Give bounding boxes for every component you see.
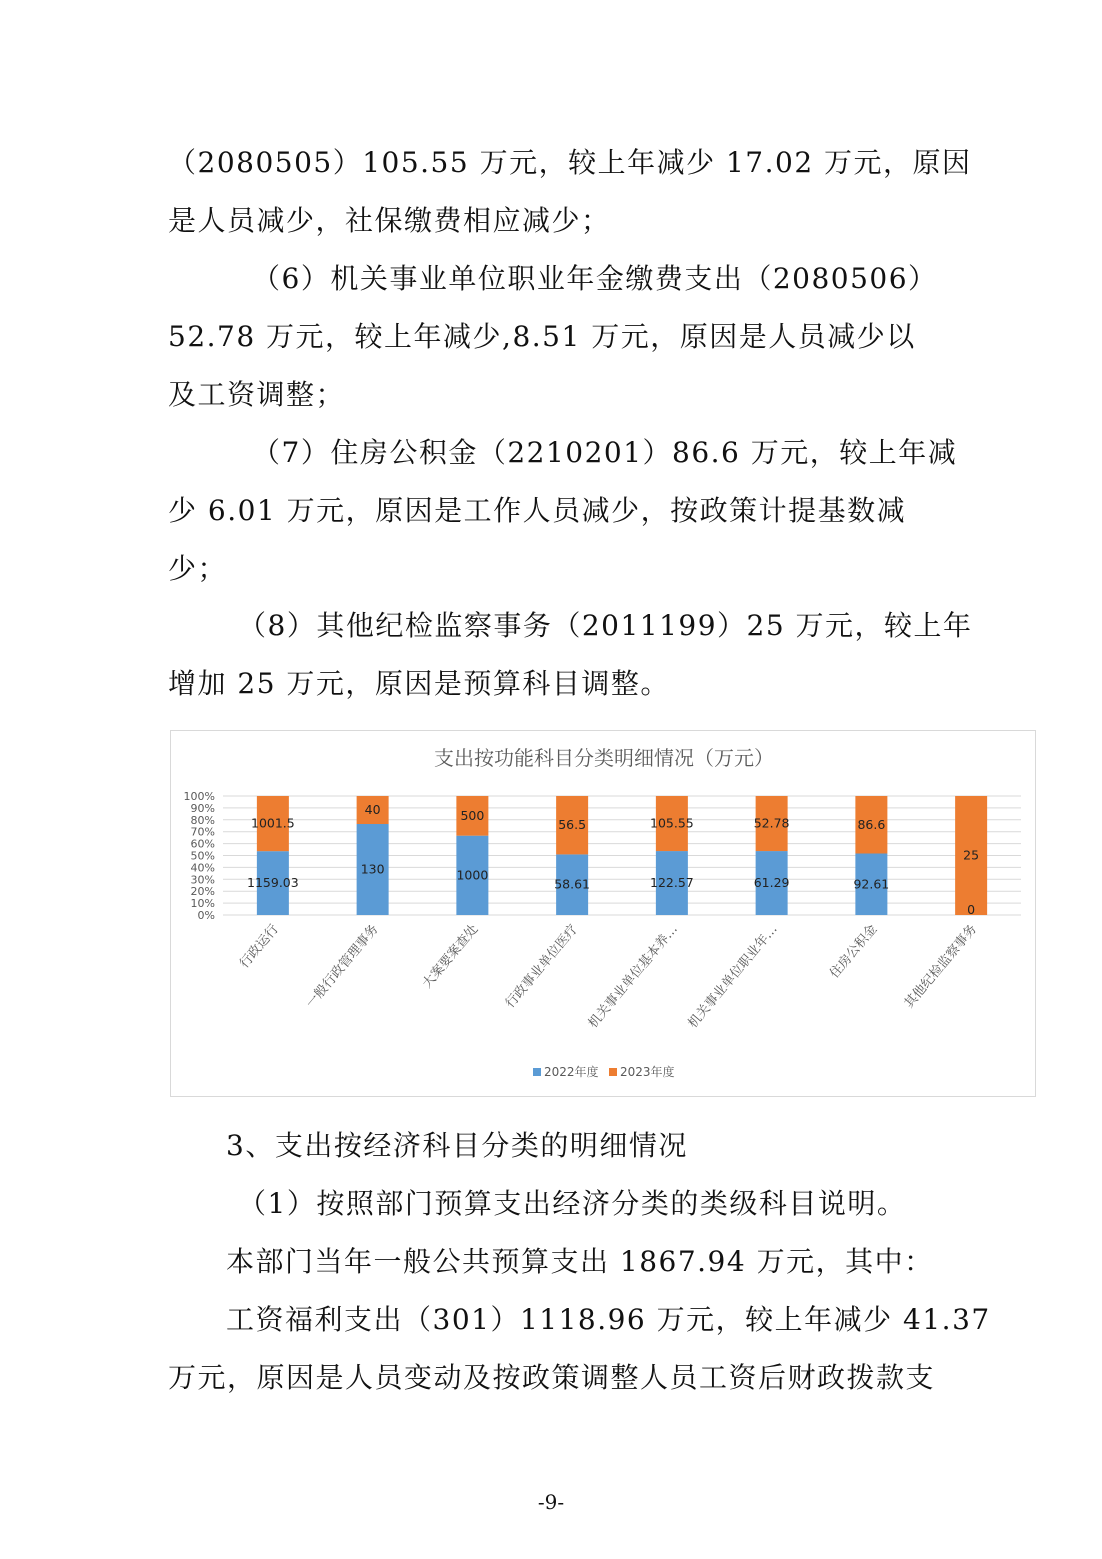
data-label-2023: 40 bbox=[364, 802, 381, 817]
y-tick-label: 90% bbox=[190, 801, 215, 815]
y-tick-label: 0% bbox=[197, 909, 215, 922]
paragraph-line: 万元，原因是人员变动及按政策调整人员工资后财政拨款支 bbox=[168, 1361, 936, 1394]
data-label-2023: 25 bbox=[963, 847, 980, 863]
y-tick-label: 60% bbox=[190, 837, 215, 851]
paragraph-line: 3、支出按经济科目分类的明细情况 bbox=[226, 1129, 688, 1162]
expense-chart bbox=[170, 730, 1036, 1097]
y-tick-label: 40% bbox=[190, 861, 215, 875]
legend-swatch bbox=[609, 1068, 617, 1076]
y-tick-label: 10% bbox=[190, 897, 215, 911]
data-label-2023: 86.6 bbox=[857, 816, 886, 832]
chart-title: 支出按功能科目分类明细情况（万元） bbox=[434, 746, 774, 770]
legend-label: 2022年度 bbox=[544, 1065, 599, 1079]
data-label-2022: 92.61 bbox=[853, 876, 890, 892]
stacked-bar-chart bbox=[171, 731, 1037, 1098]
category-label: 机关事业单位职业年… bbox=[685, 921, 781, 1032]
paragraph-line: （6）机关事业单位职业年金缴费支出（2080506） bbox=[252, 262, 938, 295]
data-label-2023: 56.5 bbox=[558, 817, 587, 833]
y-tick-label: 30% bbox=[190, 873, 215, 887]
y-tick-label: 20% bbox=[190, 885, 215, 899]
paragraph-line: （7）住房公积金（2210201）86.6 万元，较上年减 bbox=[252, 436, 958, 469]
paragraph-line: 工资福利支出（301）1118.96 万元，较上年减少 41.37 bbox=[226, 1303, 991, 1336]
y-tick-label: 100% bbox=[183, 790, 215, 803]
paragraph-line: 少； bbox=[168, 552, 228, 585]
grid-lines bbox=[223, 796, 1021, 915]
paragraph-line: 本部门当年一般公共预算支出 1867.94 万元，其中： bbox=[226, 1245, 934, 1278]
paragraph-line: 增加 25 万元，原因是预算科目调整。 bbox=[168, 667, 670, 700]
legend-swatch bbox=[533, 1068, 541, 1076]
data-label-2022: 130 bbox=[360, 861, 385, 877]
paragraph-line: 少 6.01 万元，原因是工作人员减少，按政策计提基数减 bbox=[168, 494, 907, 527]
legend bbox=[533, 1064, 675, 1079]
category-label: 机关事业单位基本养… bbox=[585, 921, 681, 1032]
category-label: 其他纪检监察事务 bbox=[901, 921, 981, 1012]
y-axis-ticks bbox=[184, 790, 215, 922]
category-label: 行政事业单位医疗 bbox=[502, 921, 582, 1012]
data-label-2022: 1159.03 bbox=[247, 875, 299, 891]
category-label: 住房公积金 bbox=[827, 921, 881, 982]
data-label-2022: 58.61 bbox=[554, 876, 591, 892]
data-label-2023: 52.78 bbox=[753, 815, 790, 831]
y-tick-label: 80% bbox=[190, 813, 215, 827]
data-label-2022: 61.29 bbox=[753, 875, 790, 891]
data-label-2022: 1000 bbox=[456, 867, 489, 883]
category-label: 一般行政管理事务 bbox=[303, 921, 382, 1012]
data-label-2023: 500 bbox=[460, 807, 485, 823]
paragraph-line: （8）其他纪检监察事务（2011199）25 万元，较上年 bbox=[238, 609, 973, 642]
category-label: 大案要案查处 bbox=[419, 921, 482, 992]
legend-label: 2023年度 bbox=[620, 1065, 675, 1079]
data-label-2022: 122.57 bbox=[650, 875, 694, 891]
y-tick-label: 70% bbox=[190, 825, 215, 839]
page-number: -9- bbox=[537, 1490, 565, 1514]
y-tick-label: 50% bbox=[190, 849, 215, 863]
data-label-2023: 1001.5 bbox=[251, 815, 295, 831]
category-labels bbox=[237, 921, 980, 1031]
paragraph-line: （2080505）105.55 万元，较上年减少 17.02 万元，原因 bbox=[168, 146, 972, 179]
data-label-2022: 0 bbox=[967, 902, 976, 917]
paragraph-line: 是人员减少，社保缴费相应减少； bbox=[168, 204, 611, 237]
paragraph-line: （1）按照部门预算支出经济分类的类级科目说明。 bbox=[238, 1187, 907, 1220]
paragraph-line: 及工资调整； bbox=[168, 378, 346, 411]
category-label: 行政运行 bbox=[237, 921, 282, 972]
paragraph-line: 52.78 万元，较上年减少,8.51 万元，原因是人员减少以 bbox=[168, 320, 916, 353]
data-label-2023: 105.55 bbox=[650, 815, 694, 831]
